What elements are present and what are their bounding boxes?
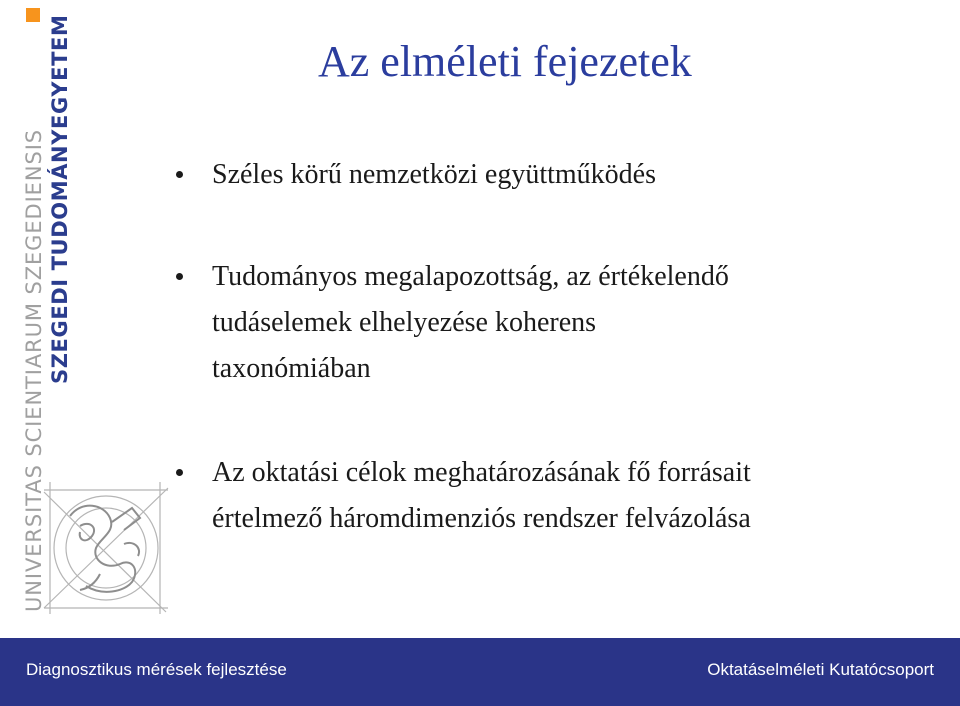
footer-right-text: Oktatáselméleti Kutatócsoport	[707, 660, 934, 679]
bullet-line: tudáselemek elhelyezése koherens	[212, 307, 597, 338]
bullet-item	[212, 152, 656, 198]
bullet-line: taxonómiában	[212, 353, 371, 384]
logo-accent-square	[26, 8, 40, 22]
university-seal-icon	[40, 478, 172, 618]
bullet-dot-icon	[176, 171, 183, 178]
bullet-line: Az oktatási célok meghatározásának fő forrásait	[212, 457, 751, 488]
bullet-line: Tudományos megalapozottság, az értékelendő	[212, 261, 729, 292]
footer-bar	[0, 638, 960, 706]
bullet-item	[212, 254, 729, 392]
bullet-item	[212, 450, 751, 542]
slide-title: Az elméleti fejezetek	[318, 37, 692, 86]
university-name-vertical: SZEGEDI TUDOMÁNYEGYETEM	[48, 14, 72, 384]
footer-left-text: Diagnosztikus mérések fejlesztése	[26, 660, 287, 679]
bullet-line: értelmező háromdimenziós rendszer felvázolása	[212, 503, 751, 534]
bullet-dot-icon	[176, 469, 183, 476]
bullet-line: Széles körű nemzetközi együttműködés	[212, 159, 656, 190]
university-latin-name-vertical: UNIVERSITAS SCIENTIARUM SZEGEDIENSIS	[22, 128, 46, 612]
bullet-dot-icon	[176, 273, 183, 280]
